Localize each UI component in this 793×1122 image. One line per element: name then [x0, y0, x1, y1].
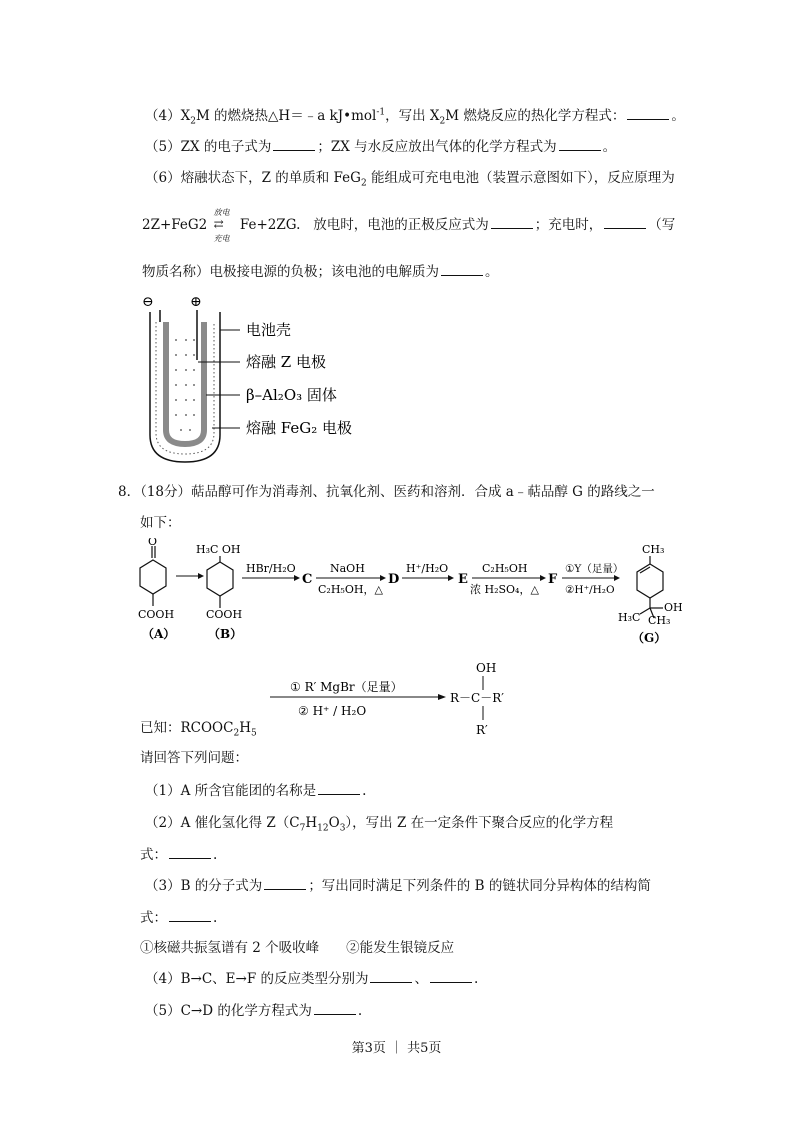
svg-text:①Y（足量）: ①Y（足量） [565, 563, 624, 575]
page-footer: 第3页 ｜ 共5页 [351, 1041, 442, 1056]
svg-text:CH₃: CH₃ [648, 614, 671, 627]
compound-b-structure [207, 556, 233, 608]
answer-blank[interactable] [604, 216, 646, 229]
svg-text:H₃C OH: H₃C OH [196, 543, 241, 556]
q8-heading: 8．（18分）萜品醇可作为消毒剂、抗氧化剂、医药和溶剂．合成 a﹣萜品醇 G 的路线之一 [118, 484, 655, 500]
label-battery-shell: 电池壳 [246, 321, 292, 339]
label-beta-alumina: β–Al₂O₃ 固体 [246, 386, 337, 404]
synthesis-scheme [128, 538, 688, 658]
known-reaction-scheme [260, 660, 560, 740]
compound-c: C [302, 572, 313, 587]
svg-text:OH: OH [664, 601, 683, 614]
answer-blank[interactable] [318, 782, 360, 795]
q8-sub2: （2）A 催化氢化得 $Z(C_7H_{12}O_3)$，写出 Z 在一定条件下聚合反应的化学方程 [145, 815, 614, 834]
q8-sub1: （1）A 所含官能团的名称是 . [145, 783, 367, 799]
compound-a-structure [140, 546, 166, 606]
label-a: （A） [142, 627, 176, 641]
answer-blank[interactable] [430, 970, 472, 983]
q8-sub3-cont: 式： . [140, 910, 218, 926]
label-molten-feg2-electrode: 熔融 FeG₂ 电极 [246, 419, 352, 437]
battery-diagram [140, 290, 400, 470]
answer-blank[interactable] [441, 263, 483, 276]
beta-alumina-tube [166, 322, 204, 444]
q7-part4: $(4)X_2M$ 的燃烧热△H＝﹣a kJ•mol$^{-1}$，写出 $X_2M$ 燃烧反应的热化学方程式： 。 [145, 107, 685, 127]
compound-g-structure [637, 556, 663, 618]
answer-prompt: 请回答下列问题： [140, 750, 248, 766]
q8-sub5: （5）C→D 的化学方程式为 . [145, 1003, 363, 1019]
reversible-arrow: 放电 ⇄ 充电 [213, 207, 230, 243]
svg-text:① R′ MgBr（足量）: ① R′ MgBr（足量） [290, 680, 403, 694]
label-g: （G） [632, 631, 667, 645]
answer-blank[interactable] [627, 107, 669, 120]
answer-blank[interactable] [314, 1002, 356, 1015]
answer-blank[interactable] [559, 138, 601, 151]
answer-blank[interactable] [491, 216, 533, 229]
q8-heading-cont: 如下： [140, 515, 181, 531]
svg-text:C₂H₅OH: C₂H₅OH [482, 562, 528, 575]
answer-blank[interactable] [169, 846, 211, 859]
negative-terminal-icon: ⊖ [142, 294, 154, 310]
answer-blank[interactable] [264, 877, 306, 890]
compound-e: E [458, 572, 468, 587]
svg-text:②H⁺/H₂O: ②H⁺/H₂O [565, 584, 615, 596]
svg-text:NaOH: NaOH [330, 562, 365, 575]
svg-text:COOH: COOH [206, 608, 243, 621]
q7-reaction-line: 2Z+FeG2 放电 ⇄ 充电 Fe+2ZG. 放电时，电池的正极反应式为 ；充电时， （写 [142, 207, 676, 243]
q7-part6-cont: 物质名称）电极接电源的负极；该电池的电解质为 。 [142, 264, 499, 280]
positive-terminal-icon: ⊕ [190, 294, 202, 310]
svg-text:O: O [148, 538, 158, 548]
label-b: （B） [208, 627, 243, 641]
svg-text:浓 H₂SO₄，△: 浓 H₂SO₄，△ [470, 583, 539, 596]
svg-text:② H⁺ / H₂O: ② H⁺ / H₂O [298, 704, 367, 718]
q8-sub2-cont: 式： . [140, 847, 218, 863]
compound-d: D [388, 572, 400, 587]
svg-text:OH: OH [476, 661, 497, 675]
svg-text:R－C－R′: R－C－R′ [450, 691, 504, 705]
svg-text:C₂H₅OH，△: C₂H₅OH，△ [318, 583, 383, 596]
label-molten-z-electrode: 熔融 Z 电极 [246, 353, 326, 371]
answer-blank[interactable] [273, 138, 315, 151]
q8-conditions: ①核磁共振氢谱有 2 个吸收峰 ②能发生银镜反应 [140, 940, 455, 956]
known-reaction-label: 已知：$RCOOC_2H_5$ [140, 720, 257, 739]
svg-text:CH₃: CH₃ [642, 543, 665, 556]
q8-sub4: （4）B→C、E→F 的反应类型分别为 、 . [145, 971, 479, 987]
svg-text:COOH: COOH [138, 608, 175, 621]
svg-text:HBr/H₂O: HBr/H₂O [246, 562, 296, 575]
compound-f: F [548, 572, 558, 587]
svg-text:H⁺/H₂O: H⁺/H₂O [406, 562, 449, 575]
q7-part6: （6）熔融状态下，Z 的单质和 FeG$_2$ 能组成可充电电池（装置示意图如下），反应原理为 [145, 170, 675, 189]
svg-text:R′: R′ [476, 723, 488, 737]
battery-shell [150, 312, 220, 462]
answer-blank[interactable] [370, 970, 412, 983]
q7-part5: （5）ZX 的电子式为 ；ZX 与水反应放出气体的化学方程式为 。 [145, 139, 617, 155]
svg-text:H₃C: H₃C [618, 611, 641, 624]
q8-sub3: （3）B 的分子式为 ；写出同时满足下列条件的 B 的链状同分异构体的结构简 [145, 878, 651, 894]
answer-blank[interactable] [169, 909, 211, 922]
